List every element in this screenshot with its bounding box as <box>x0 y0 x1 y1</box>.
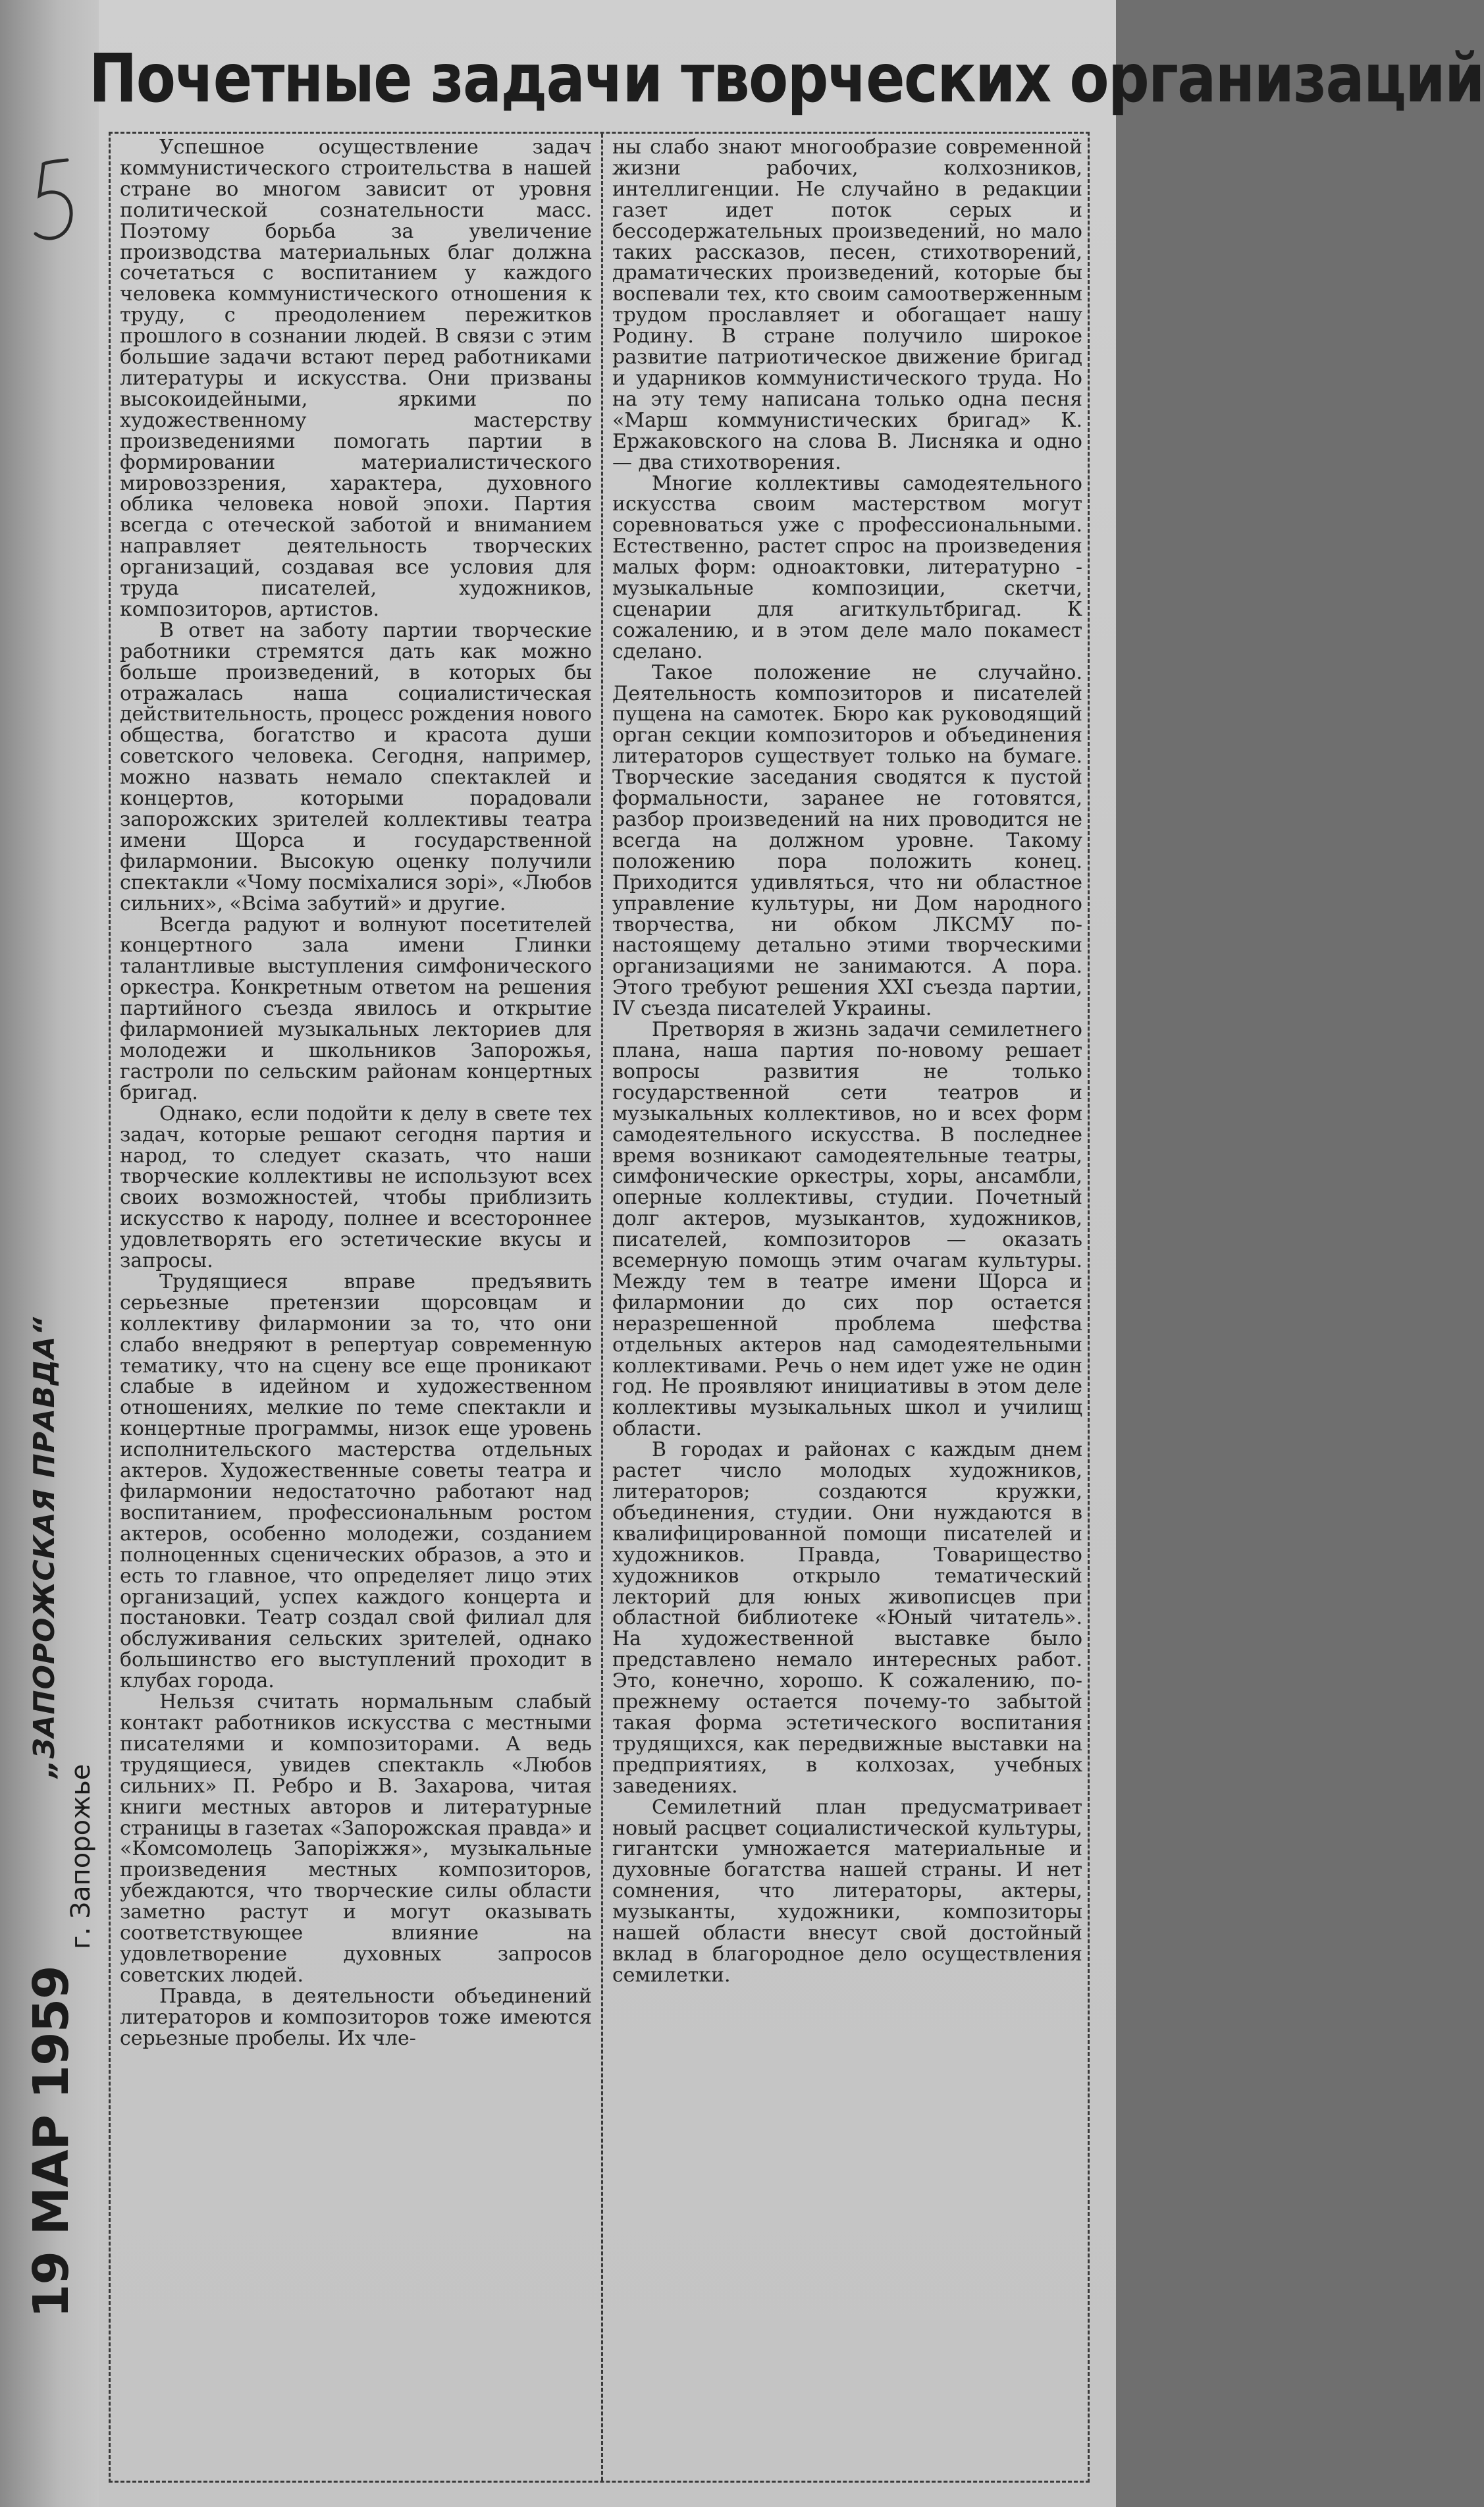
handwritten-number-mark <box>26 155 79 254</box>
newspaper-name-stamp: „ЗАПОРОЖСКАЯ ПРАВДА“ <box>28 1316 61 1778</box>
paragraph: Нельзя считать нормальным слабый контакт работников искусства с местными писателями и композиторами. А ведь трудящиеся, увидев спектакль «Любов сильних» П. Ребро и В. Захарова, читая книги местных авторов и литературные страницы в газетах «Запорожская правда» и «Комсомолець Запоріжжя», музыкальные произведения местных композиторов, убеждаются, что творческие силы области заметно растут и могут оказывать соответствующее влияние на удовлетворение духовных запросов советских людей. <box>120 1690 592 1987</box>
column-left <box>111 134 601 2481</box>
paragraph: Правда, в деятельности объединений литераторов и композиторов тоже имеются серьезные пробелы. Их чле- <box>120 1984 592 2050</box>
paragraph: Всегда радуют и волнуют посетителей концертного зала имени Глинки талантливые выступления симфонического оркестра. Конкретным ответом на решения партийного съезда явилось и открытие филармонией музыкальных лекториев для молодежи и школьников Запорожья, гастроли по сельским районам концертных бригад. <box>120 913 592 1104</box>
paragraph: Однако, если подойти к делу в свете тех задач, которые решают сегодня партия и народ, то следует сказать, что наши творческие коллективы не используют всех своих возможностей, чтобы приблизить искусство к народу, полнее и всестороннее удовлетворять его эстетические вкусы и запросы. <box>120 1102 592 1273</box>
city-stamp: г. Запорожье <box>66 1764 96 1949</box>
date-stamp: 19 МАР 1959 <box>23 1966 80 2318</box>
paragraph: Трудящиеся вправе предъявить серьезные претензии щорсовцам и коллективу филармонии за то, что они слабо внедряют в репертуар современную тематику, что на сцену все еще проникают слабые в идейном и художественном отношениях, мелкие по теме спектакли и концертные программы, низок еще уровень исполнительского мастерства отдельных актеров. Художественные советы театра и филармонии недостаточно работают над воспитанием, профессиональным ростом актеров, особенно молодежи, созданием полноценных сценических образов, а это и есть то главное, что определяет лицо этих организаций, успех каждого концерта и постановки. Театр создал свой филиал для обслуживания сельских зрителей, однако большинство его выступлений проходит в клубах города. <box>120 1270 592 1693</box>
paragraph-continuation: ны слабо знают многообразие современной жизни рабочих, колхозников, интеллигенции. Не случайно в редакции газет идет поток серых и бессодержательных произведений, но мало таких рассказов, песен, стихотворений, драматических произведений, которые бы воспевали тех, кто своим самоотверженным трудом прославляет и обогащает нашу Родину. В стране получило широкое развитие патриотическое движение бригад и ударников коммунистического труда. Но на эту тему написана только одна песня «Марш коммунистических бригад» К. Ержаковского на слова В. Лисняка и одно — два стихотворения. <box>612 136 1082 474</box>
paragraph: В городах и районах с каждым днем растет число молодых художников, литераторов; создаются кружки, объединения, студии. Они нуждаются в квалифицированной помощи писателей и художников. Правда, Товарищество художников открыло тематический лекторий для юных живописцев при областной библиотеке «Юный читатель». На художественной выставке было представлено немало интересных работ. Это, конечно, хорошо. К сожалению, по-прежнему остается почему-то забытой такая форма эстетического воспитания трудящихся, как передвижные выставки на предприятиях, в колхозах, учебных заведениях. <box>612 1438 1082 1798</box>
paragraph: В ответ на заботу партии творческие работники стремятся дать как можно больше произведений, в которых бы отражалась наша социалистическая действительность, процесс рождения нового общества, богатство и красота души советского человека. Сегодня, например, можно назвать немало спектаклей и концертов, которыми порадовали запорожских зрителей коллективы театра имени Щорса и государственной филармонии. Высокую оценку получили спектакли «Чому посміхалися зорі», «Любов сильних», «Всіма забутий» и другие. <box>120 618 592 915</box>
column-right <box>601 134 1092 2481</box>
paragraph: Успешное осуществление задач коммунистического строительства в нашей стране во многом зависит от уровня политической сознательности масс. Поэтому борьба за увеличение производства материальных благ должна сочетаться с воспитанием у каждого человека коммунистического отношения к труду, с преодолением пережитков прошлого в сознании людей. В связи с этим большие задачи встают перед работниками литературы и искусства. Они призваны высокоидейными, яркими по художественному мастерству произведениями помогать партии в формировании материалистического мировоззрения, характера, духовного облика человека новой эпохи. Партия всегда с отеческой заботой и вниманием направляет деятельность творческих организаций, создавая все условия для труда писателей, художников, композиторов, артистов. <box>120 136 592 621</box>
paragraph: Такое положение не случайно. Деятельность композиторов и писателей пущена на самотек. Бюро как руководящий орган секции композиторов и объединения литераторов существует только на бумаге. Творческие заседания сводятся к пустой формальности, заранее не готовятся, разбор произведений на них проводится не всегда на должном уровне. Такому положению пора положить конец. Приходится удивляться, что ни областное управление культуры, ни Дом народного творчества, ни обком ЛКСМУ по-настоящему детально этими творческими организациями не занимаются. А пора. Этого требуют решения XXI съезда партии, IV съезда писателей Украины. <box>612 660 1082 1021</box>
paragraph: Претворяя в жизнь задачи семилетнего плана, наша партия по-новому решает вопросы развития не только государственной сети театров и музыкальных коллективов, но и всех форм самодеятельного искусства. В последнее время возникают самодеятельные театры, симфонические оркестры, хоры, ансамбли, оперные коллективы, студии. Почетный долг актеров, музыкантов, художников, писателей, композиторов — оказать всемерную помощь этим очагам культуры. Между тем в театре имени Щорса и филармонии до сих пор остается неразрешенной проблема шефства отдельных актеров над самодеятельными коллективами. Речь о нем идет уже не один год. Не проявляют инициативы в этом деле коллективы музыкальных школ и училищ области. <box>612 1018 1082 1441</box>
paragraph: Многие коллективы самодеятельного искусства своим мастерством могут соревноваться уже с профессиональными. Естественно, растет спрос на произведения малых форм: одноактовки, литературно - музыкальные композиции, скетчи, сценарии для агиткультбригад. К сожалению, и в этом деле мало покамест сделано. <box>612 472 1082 663</box>
article-headline: Почетные задачи творческих организаций <box>89 40 1484 118</box>
paragraph: Семилетний план предусматривает новый расцвет социалистической культуры, гигантски умножается материальные и духовные богатства нашей страны. И нет сомнения, что литераторы, актеры, музыканты, художники, композиторы нашей области внесут свой достойный вклад в благородное дело осуществления семилетки. <box>612 1795 1082 1987</box>
article-body <box>109 132 1090 2483</box>
